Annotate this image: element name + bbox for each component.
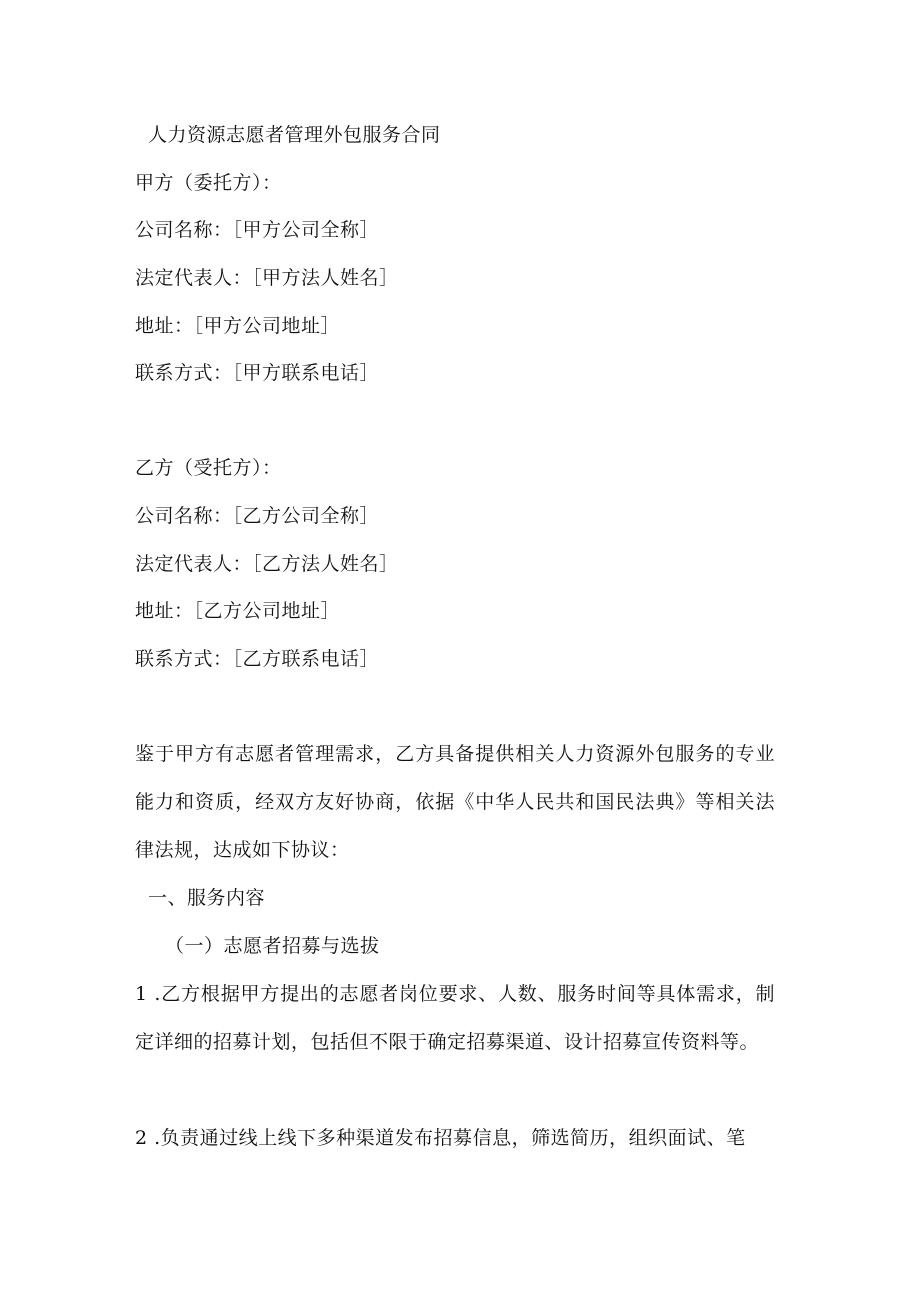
party-b-contact: 联系方式：［乙方联系电话］: [135, 648, 380, 670]
party-a-representative: 法定代表人：［甲方法人姓名］: [135, 267, 399, 289]
document-title: 人力资源志愿者管理外包服务合同: [148, 124, 441, 146]
item-2-paragraph: 2 .负责通过线上线下多种渠道发布招募信息，筛选简历，组织面试、笔: [135, 1127, 746, 1149]
party-b-heading: 乙方（受托方）：: [135, 457, 282, 479]
preamble-paragraph: 鉴于甲方有志愿者管理需求，乙方具备提供相关人力资源外包服务的专业能力和资质，经双方友好协商，依据《中华人民共和国民法典》等相关法律法规，达成如下协议：: [135, 743, 775, 861]
party-b-address: 地址：［乙方公司地址］: [135, 600, 341, 622]
subsection-1-heading: （一）志愿者招募与选拔: [165, 935, 380, 957]
party-b-company: 公司名称：［乙方公司全称］: [135, 505, 380, 527]
party-a-contact: 联系方式：［甲方联系电话］: [135, 362, 380, 384]
party-a-company: 公司名称：［甲方公司全称］: [135, 219, 380, 241]
party-b-representative: 法定代表人：［乙方法人姓名］: [135, 553, 399, 575]
item-1-paragraph: 1 .乙方根据甲方提出的志愿者岗位要求、人数、服务时间等具体需求，制定详细的招募计划，包括但不限于确定招募渠道、设计招募宣传资料等。: [135, 983, 775, 1053]
section-1-heading: 一、服务内容: [148, 887, 266, 909]
party-a-address: 地址：［甲方公司地址］: [135, 315, 341, 337]
party-a-heading: 甲方（委托方）：: [135, 172, 282, 194]
